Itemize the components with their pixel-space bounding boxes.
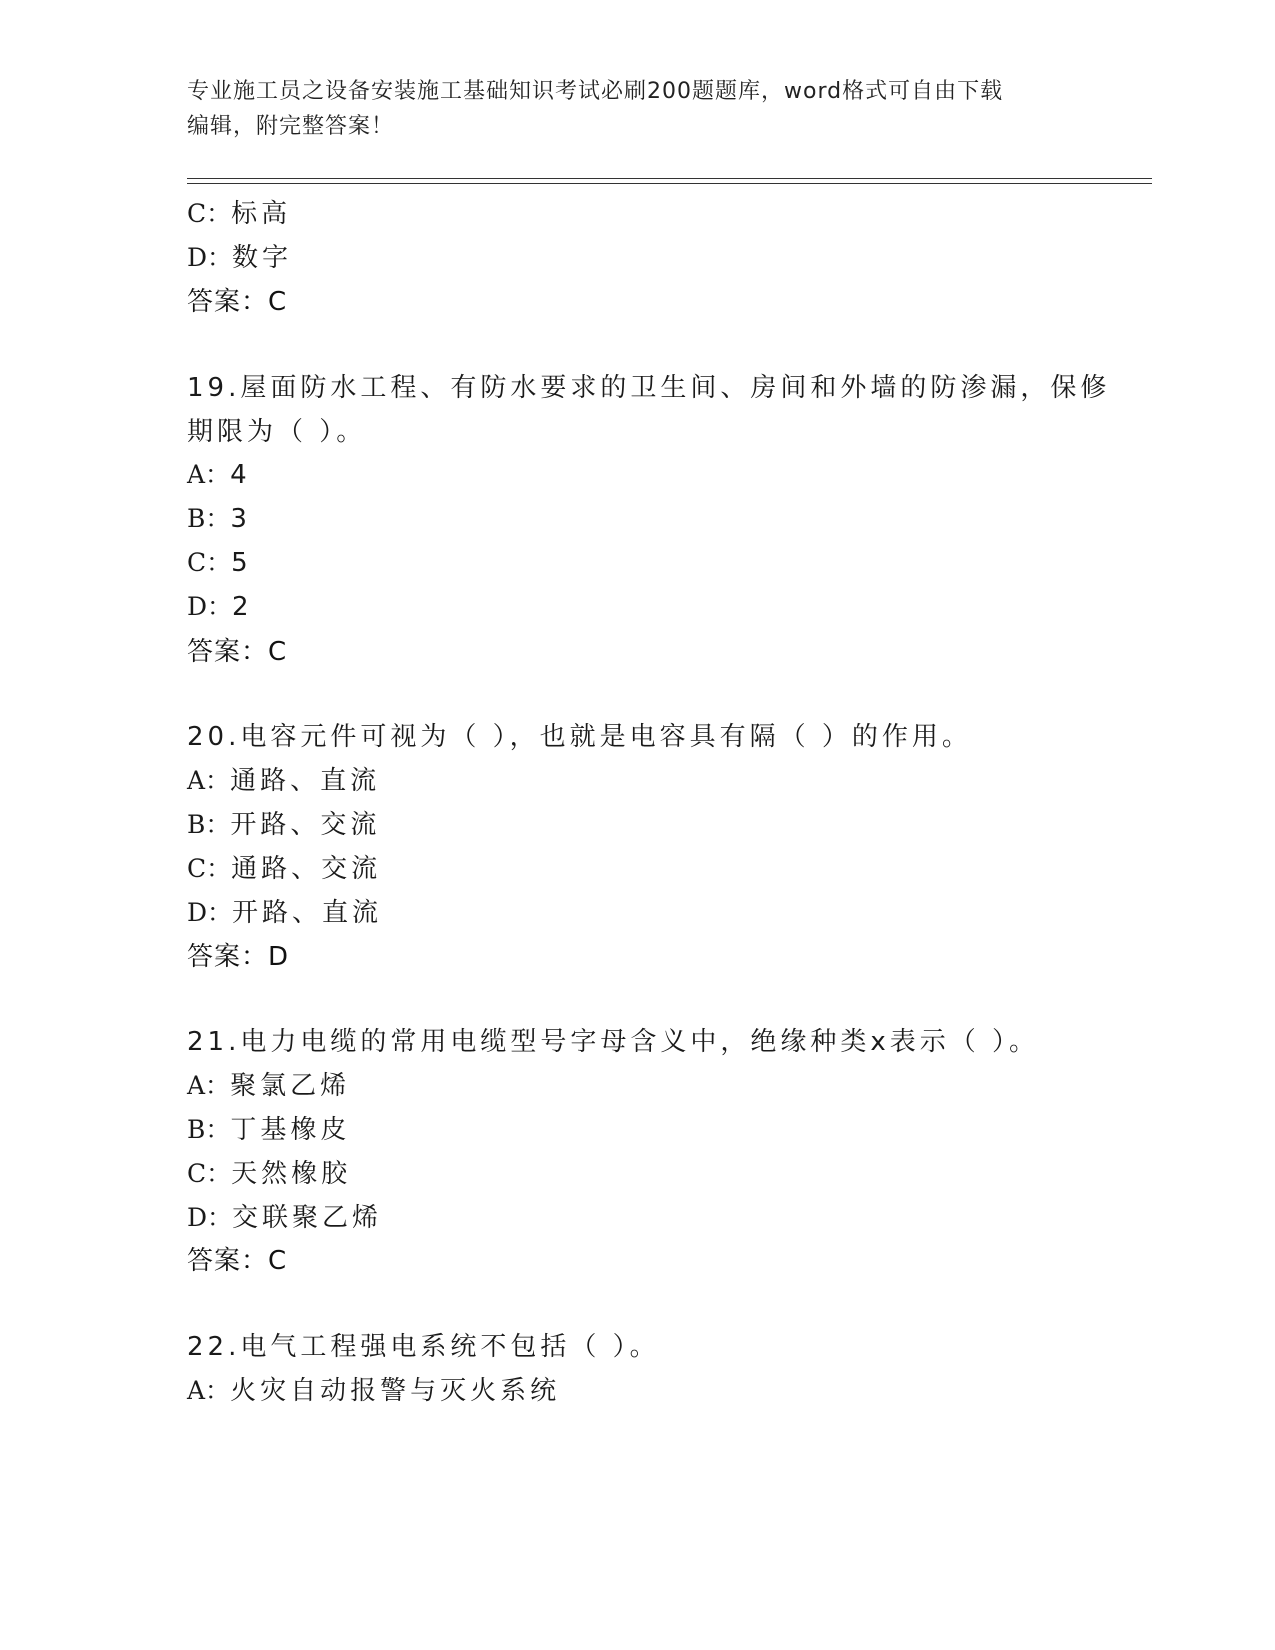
option-text: 天然橡胶 — [231, 1159, 352, 1189]
option-text: 通路、交流 — [231, 854, 382, 884]
header-divider-top — [187, 178, 1152, 179]
option-c — [187, 848, 381, 885]
option-key: D： — [187, 592, 233, 621]
option-key: A： — [187, 460, 231, 489]
option-key: B： — [187, 1115, 231, 1144]
option-c — [187, 1153, 351, 1190]
option-key: B： — [187, 504, 231, 533]
option-text: 数字 — [232, 243, 293, 273]
answer-line: 答案：C — [187, 287, 288, 317]
header-line-2: 编辑，附完整答案！ — [187, 114, 395, 139]
option-text: 5 — [231, 548, 252, 578]
option-key: A： — [187, 1071, 231, 1100]
option-key: C： — [187, 548, 232, 577]
option-c — [187, 543, 252, 579]
option-d — [187, 587, 253, 623]
option-key: D： — [187, 243, 233, 272]
option-d — [187, 237, 292, 274]
option-b — [187, 499, 251, 535]
option-text: 3 — [230, 504, 251, 534]
option-text: 4 — [230, 460, 251, 490]
question-stem: 22.电气工程强电系统不包括（ ）。 — [187, 1332, 660, 1362]
option-a — [187, 760, 380, 797]
answer-line: 答案：D — [187, 942, 290, 972]
header-divider-bottom — [187, 183, 1152, 184]
option-b — [187, 804, 380, 841]
option-key: D： — [187, 1203, 233, 1232]
question-stem: 21.电力电缆的常用电缆型号字母含义中，绝缘种类x表示（ ）。 — [187, 1027, 1040, 1057]
option-key: C： — [187, 854, 232, 883]
option-text: 聚氯乙烯 — [230, 1071, 351, 1101]
option-text: 开路、交流 — [230, 810, 381, 840]
option-a — [187, 1370, 560, 1407]
question-stem: 19.屋面防水工程、有防水要求的卫生间、房间和外墙的防渗漏，保修 — [187, 373, 1111, 403]
option-key: B： — [187, 810, 231, 839]
option-text: 火灾自动报警与灭火系统 — [230, 1376, 561, 1406]
option-text: 标高 — [231, 199, 292, 229]
option-key: C： — [187, 1159, 232, 1188]
option-a — [187, 1065, 350, 1102]
option-text: 丁基橡皮 — [230, 1115, 351, 1145]
option-text: 通路、直流 — [230, 766, 381, 796]
option-key: A： — [187, 1376, 231, 1405]
question-stem: 20.电容元件可视为（ ），也就是电容具有隔（ ）的作用。 — [187, 722, 972, 752]
option-d — [187, 1197, 382, 1234]
option-key: C： — [187, 199, 232, 228]
option-d — [187, 892, 382, 929]
option-b — [187, 1109, 350, 1146]
option-text: 开路、直流 — [232, 898, 383, 928]
document-header — [187, 74, 1067, 144]
option-c — [187, 193, 291, 230]
option-a — [187, 455, 251, 491]
option-text: 交联聚乙烯 — [232, 1203, 383, 1233]
option-key: D： — [187, 898, 233, 927]
option-key: A： — [187, 766, 231, 795]
answer-line: 答案：C — [187, 1246, 288, 1276]
option-text: 2 — [232, 592, 253, 622]
question-stem-continued: 期限为（ ）。 — [187, 417, 367, 447]
header-line-1: 专业施工员之设备安装施工基础知识考试必刷200题题库，word格式可自由下载 — [187, 79, 1004, 104]
answer-line: 答案：C — [187, 637, 288, 667]
